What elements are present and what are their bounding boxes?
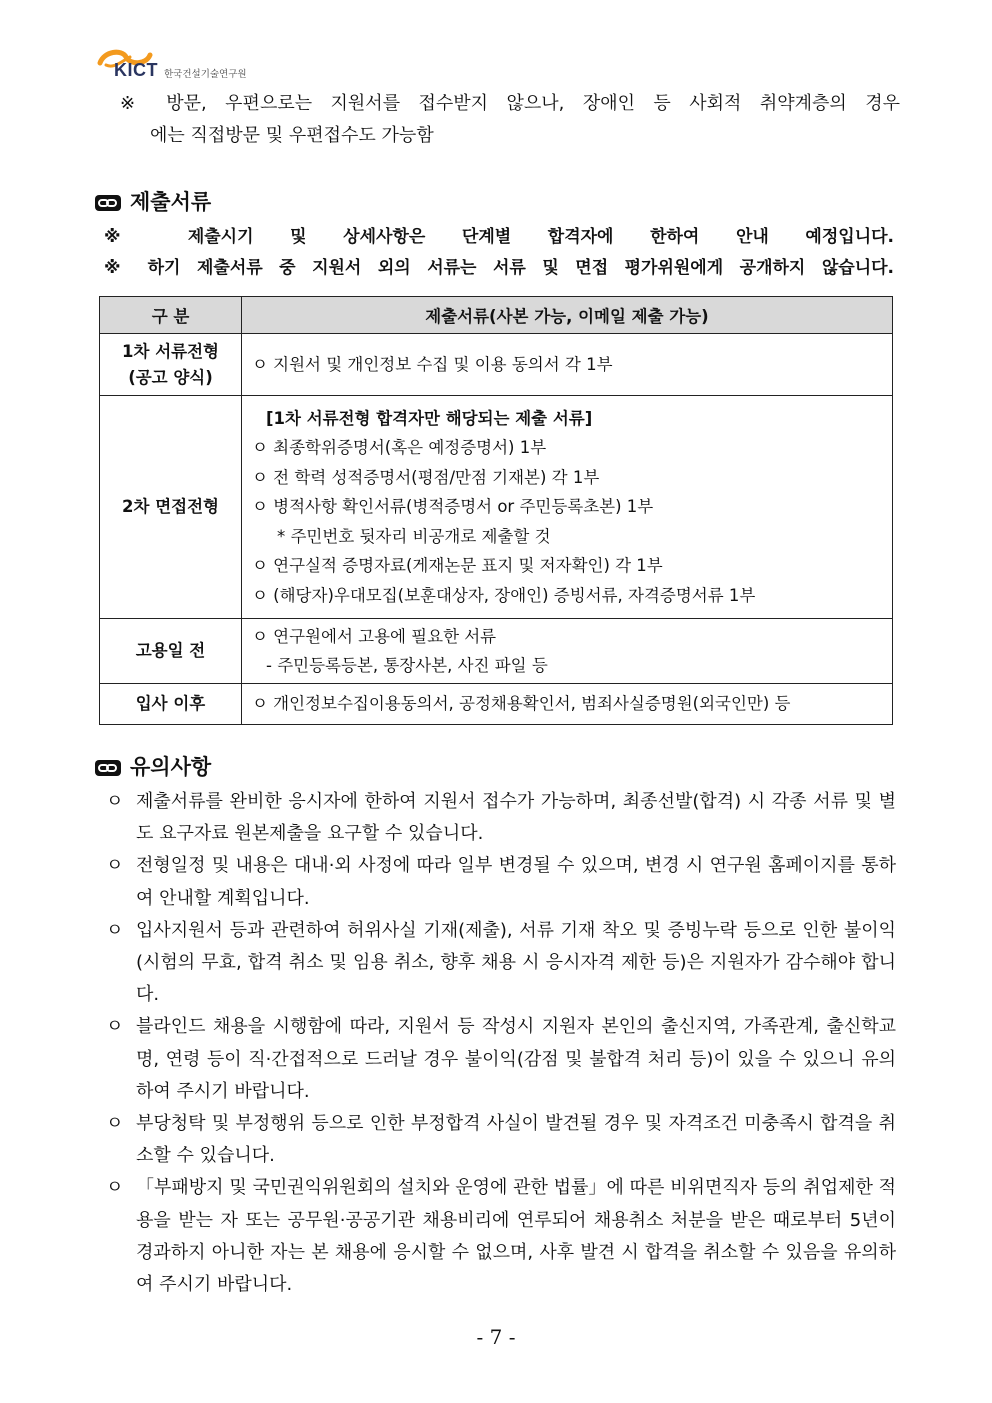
table-row	[100, 396, 893, 619]
bullet: ㅇ	[106, 855, 124, 877]
logo-subtitle: 한국건설기술연구원	[164, 69, 247, 80]
documents-cell	[242, 396, 893, 619]
cautions-list	[104, 786, 896, 1301]
page-number: - 7 -	[476, 1325, 516, 1349]
kict-logo	[96, 47, 296, 81]
bullet: ㅇ	[106, 1113, 124, 1135]
document-item: ㅇ 지원서 및 개인정보 수집 및 이용 동의서 각 1부	[252, 354, 613, 374]
document-item: ㅇ 개인정보수집이용동의서, 공정채용확인서, 범죄사실증명원(외국인만) 등	[252, 694, 791, 714]
documents-title-text: 제출서류	[130, 190, 212, 214]
bullet: ㅇ	[106, 791, 124, 812]
stage-label: 1차 서류전형	[122, 341, 219, 361]
document-subnote: * 주민번호 뒷자리 비공개로 제출할 것	[277, 526, 551, 546]
table-header-category: 구 분	[100, 297, 242, 334]
documents-note-1: ※ 제출시기 및 상세사항은 단계별 합격자에 한하여 안내 예정입니다.	[104, 227, 894, 247]
logo-text: KICT	[114, 60, 158, 80]
document-subnote: - 주민등록등본, 통장사본, 사진 파일 등	[266, 656, 548, 675]
documents-note-2: ※ 하기 제출서류 중 지원서 외의 서류는 서류 및 면접 평가위원에게 공개하지 않습니다.	[104, 258, 894, 278]
document-item: ㅇ (해당자)우대모집(보훈대상자, 장애인) 증빙서류, 자격증명서류 1부	[252, 585, 756, 605]
link-icon	[94, 759, 122, 777]
stage-cell: 고용일 전	[100, 619, 242, 684]
caution-text: 입사지원서 등과 관련하여 허위사실 기재(제출), 서류 기재 착오 및 증빙누락 등으로 인한 불이익(시험의 무효, 합격 취소 및 임용 취소, 향후 채용 시 응시자격 제한 등)은 지원자가 감수해야 합니다.	[136, 919, 896, 1006]
cautions-title-text: 유의사항	[130, 755, 212, 779]
caution-text: 전형일정 및 내용은 대내·외 사정에 따라 일부 변경될 수 있으며, 변경 시 연구원 홈페이지를 통하여 안내할 계획입니다.	[136, 855, 896, 909]
link-icon	[94, 194, 122, 212]
document-item: ㅇ 최종학위증명서(혹은 예정증명서) 1부	[252, 438, 547, 458]
table-row	[100, 619, 893, 684]
documents-section-title	[94, 187, 211, 217]
caution-text: 블라인드 채용을 시행함에 따라, 지원서 등 작성시 지원자 본인의 출신지역, 가족관계, 출신학교명, 연령 등이 직·간접적으로 드러날 경우 불이익(감점 및 불합격 처리 등)이 있을 수 있으니 유의하여 주시기 바랍니다.	[136, 1016, 896, 1102]
top-note-line2: 에는 직접방문 및 우편접수도 가능함	[150, 125, 434, 146]
documents-cell	[242, 684, 893, 725]
table-row	[100, 684, 893, 725]
list-item	[104, 1172, 896, 1301]
table-header-row	[100, 297, 893, 334]
table-header-documents: 제출서류(사본 가능, 이메일 제출 가능)	[242, 297, 893, 334]
documents-cell	[242, 619, 893, 684]
bullet: ㅇ	[106, 1016, 124, 1038]
stage-cell: 입사 이후	[100, 684, 242, 725]
table-row	[100, 334, 893, 396]
stage-cell: 2차 면접전형	[100, 396, 242, 619]
list-item	[104, 786, 896, 850]
bullet: ㅇ	[106, 919, 124, 941]
list-item	[104, 1108, 896, 1172]
document-item: ㅇ 전 학력 성적증명서(평점/만점 기재본) 각 1부	[252, 467, 600, 487]
document-group-heading: [1차 서류전형 합격자만 해당되는 제출 서류]	[266, 408, 593, 428]
top-note-line1: ※ 방문, 우편으로는 지원서를 접수받지 않으나, 장애인 등 사회적 취약계층의 경우	[120, 93, 900, 114]
top-note	[120, 88, 900, 152]
caution-text: 제출서류를 완비한 응시자에 한하여 지원서 접수가 가능하며, 최종선발(합격) 시 각종 서류 및 별도 요구자료 원본제출을 요구할 수 있습니다.	[136, 791, 896, 845]
stage-cell	[100, 334, 242, 396]
document-item: ㅇ 병적사항 확인서류(병적증명서 or 주민등록초본) 1부	[252, 497, 654, 517]
cautions-section-title	[94, 752, 211, 782]
documents-table	[99, 296, 893, 725]
list-item	[104, 915, 896, 1012]
document-item: ㅇ 연구원에서 고용에 필요한 서류	[252, 626, 497, 646]
documents-cell	[242, 334, 893, 396]
caution-text: 「부패방지 및 국민권익위원회의 설치와 운영에 관한 법률」에 따른 비위면직자 등의 취업제한 적용을 받는 자 또는 공무원·공공기관 채용비리에 연루되어 채용취소 처분을 받은 때로부터 5년이 경과하지 아니한 자는 본 채용에 응시할 수 없으며, 사후 발견 시 합격을 취소할 수 있음을 유의하여 주시기 바랍니다.	[136, 1177, 896, 1296]
list-item	[104, 850, 896, 914]
list-item	[104, 1011, 896, 1108]
bullet: ㅇ	[106, 1177, 124, 1199]
document-item: ㅇ 연구실적 증명자료(게재논문 표지 및 저자확인) 각 1부	[252, 556, 663, 576]
stage-sublabel: (공고 양식)	[128, 367, 213, 387]
caution-text: 부당청탁 및 부정행위 등으로 인한 부정합격 사실이 발견될 경우 및 자격조건 미충족시 합격을 취소할 수 있습니다.	[136, 1113, 896, 1167]
